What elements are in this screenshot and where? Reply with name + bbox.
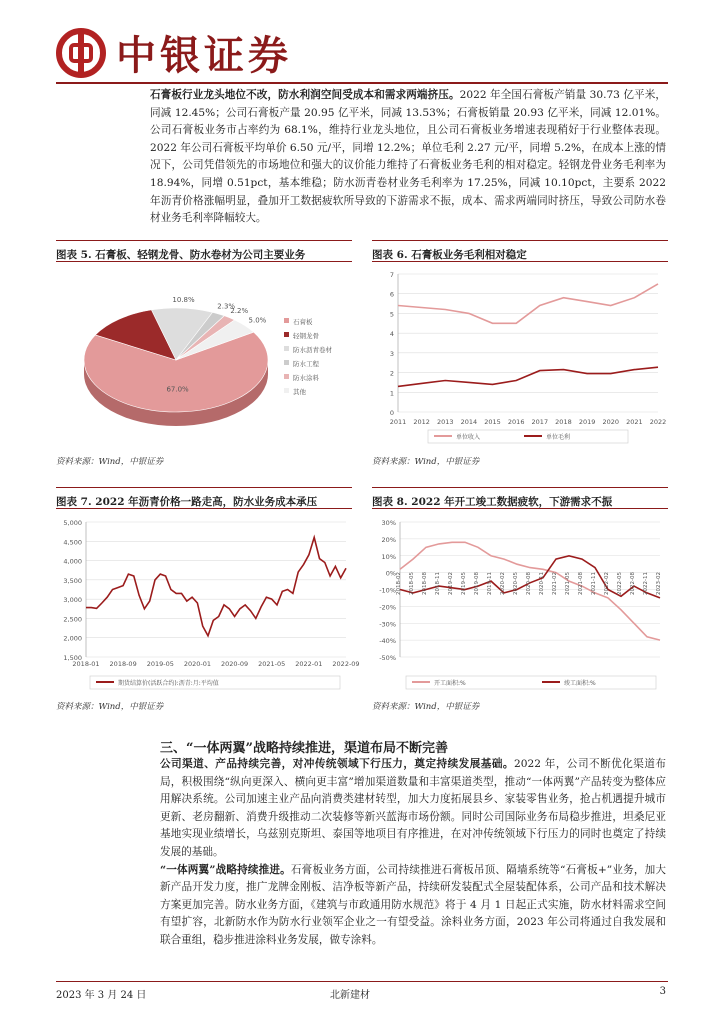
legend-label: 单位毛利 bbox=[546, 434, 571, 441]
x-tick-label: 2017 bbox=[531, 418, 549, 426]
x-tick-label: 2019-05 bbox=[146, 660, 174, 668]
fig7-source: 资料来源：Wind，中银证券 bbox=[56, 702, 164, 712]
para2-lead1: 公司渠道、产品持续完善，对冲传统领域下行压力，奠定持续发展基础。 bbox=[160, 758, 514, 770]
paragraph-strategy bbox=[160, 756, 666, 950]
gypsum-line-chart bbox=[372, 266, 668, 446]
y-tick-label: 4,000 bbox=[63, 557, 82, 566]
footer-company: 北新建材 bbox=[330, 990, 370, 1001]
series-line-0 bbox=[86, 537, 346, 635]
x-tick-label: 2021 bbox=[626, 418, 643, 426]
fig5-chart bbox=[56, 268, 352, 448]
x-tick-label: 2022-11 bbox=[643, 572, 649, 595]
y-tick-label: 1,500 bbox=[63, 654, 82, 662]
x-tick-label: 2018 bbox=[555, 418, 572, 426]
pie-legend-label: 防水沥青卷材 bbox=[293, 346, 332, 354]
x-tick-label: 2020-01 bbox=[183, 660, 212, 668]
brand-logo bbox=[56, 24, 292, 81]
para2-text2: 石膏板业务方面，公司持续推进石膏板吊顶、隔墙系统等“石膏板+”业务，加大新产品开发力度，推广龙牌金刚板、洁净板等新产品，持续研发装配式全屋装配体系，公司产品和技术解决方案更加完善。防水业务方面，《建筑与市政通用防水规范》将于 4 月 1 日起正式实施，防水材料需求空间有望扩容，北新防水作为防水行业领军企业之一有望受益。涂料业务方面，2023 年公司将通过自我发展和联合重组，稳步推进涂料业务发展，做专涂料。 bbox=[160, 863, 666, 946]
series-line-0 bbox=[398, 284, 658, 323]
pie-legend-label: 轻钢龙骨 bbox=[293, 332, 319, 340]
y-tick-label: -20% bbox=[379, 603, 396, 612]
x-tick-label: 2020-09 bbox=[220, 660, 249, 668]
legend-swatch bbox=[284, 388, 289, 393]
pie-value-label: 67.0% bbox=[166, 385, 189, 394]
x-tick-label: 2019-02 bbox=[448, 572, 454, 595]
pie-value-label: 2.2% bbox=[230, 307, 249, 316]
x-tick-label: 2018-05 bbox=[409, 572, 415, 595]
y-tick-label: 30% bbox=[381, 519, 396, 527]
x-tick-label: 2014 bbox=[460, 418, 478, 426]
legend-swatch bbox=[284, 374, 289, 379]
y-tick-label: -40% bbox=[379, 637, 396, 646]
fig8-source: 资料来源：Wind，中银证券 bbox=[372, 702, 480, 712]
x-tick-label: 2020-02 bbox=[500, 572, 506, 595]
x-tick-label: 2018-01 bbox=[72, 660, 100, 668]
brand-name: 中银证券 bbox=[116, 33, 292, 79]
fig5-source: 资料来源：Wind，中银证券 bbox=[56, 457, 164, 467]
paragraph-gypsum bbox=[150, 87, 666, 228]
legend-label: 竣工面积:% bbox=[564, 680, 596, 687]
fig6-chart bbox=[372, 266, 668, 446]
y-tick-label: 6 bbox=[389, 290, 394, 299]
para1-lead: 石膏板行业龙头地位不改，防水利润空间受成本和需求两端挤压。 bbox=[150, 89, 460, 101]
y-tick-label: 4,500 bbox=[63, 538, 82, 547]
boc-logo-icon bbox=[56, 28, 106, 78]
x-tick-label: 2021-05 bbox=[565, 572, 571, 595]
fig7-title: 图表 7. 2022 年沥青价格一路走高，防水业务成本承压 bbox=[56, 487, 352, 509]
y-tick-label: 3,000 bbox=[63, 596, 82, 605]
x-tick-label: 2020-11 bbox=[539, 572, 545, 595]
para2-lead2: “一体两翼”战略持续推进。 bbox=[160, 863, 291, 876]
x-tick-label: 2022-01 bbox=[295, 660, 323, 668]
x-tick-label: 2022-09 bbox=[332, 660, 360, 668]
x-tick-label: 2022 bbox=[649, 418, 667, 426]
x-tick-label: 2022-05 bbox=[617, 572, 623, 595]
x-tick-label: 2019-11 bbox=[487, 572, 493, 595]
x-tick-label: 2016 bbox=[507, 418, 525, 426]
pie-value-label: 5.0% bbox=[248, 316, 267, 325]
legend-swatch bbox=[284, 318, 289, 323]
x-tick-label: 2020 bbox=[602, 418, 620, 426]
x-tick-label: 2019-08 bbox=[474, 572, 480, 595]
x-tick-label: 2020-08 bbox=[526, 572, 532, 595]
series-line-1 bbox=[398, 367, 658, 386]
para2-text1: 2022 年，公司不断优化渠道布局，积极围绕“纵向更深入、横向更丰富”增加渠道数量和丰富渠道类型，推动“一体两翼”产品转变为整体应用解决系统。公司加速主业产品向消费类建材转型，加大力度拓展县乡、家装零售业务，抢占机遇提升城市更新、老房翻新、消费升级推动二次装修等新兴蓝海市场份额。同时公司国际业务布局稳步推进，坦桑尼亚基地实现业绩增长，乌兹别克斯坦、泰国等地项目有序推进，在对冲传统领域下行压力的同时也奠定了持续发展的基础。 bbox=[160, 758, 667, 858]
pie-chart bbox=[56, 268, 352, 448]
footer-rule bbox=[56, 981, 668, 982]
x-tick-label: 2015 bbox=[484, 418, 501, 426]
y-tick-label: 0 bbox=[389, 409, 394, 417]
x-tick-label: 2012 bbox=[413, 418, 430, 426]
y-tick-label: 2 bbox=[389, 369, 394, 378]
pie-legend-label: 防水工程 bbox=[293, 360, 319, 368]
footer-page: 3 bbox=[659, 986, 666, 997]
pie-legend-label: 防水涂料 bbox=[293, 374, 319, 382]
fig7-chart bbox=[56, 514, 360, 694]
asphalt-line-chart bbox=[56, 514, 360, 694]
fig8-chart bbox=[372, 514, 668, 694]
y-tick-label: 5,000 bbox=[63, 519, 82, 527]
y-tick-label: 7 bbox=[389, 271, 394, 279]
para1-text: 2022 年全国石膏板产销量 30.73 亿平米，同减 12.45%；公司石膏板产量 20.95 亿平米，同减 13.53%；石膏板销量 20.93 亿平米，同减 12.01%。公司石膏板业务市占率约为 68.1%，维持行业龙头地位，且公司石膏板业务增速表现稍好于行业整体表现。2022 年公司石膏板平均单价 6.50 元/平，同增 12.2%；单位毛利 2.27 元/平，同增 5.2%，在成本上涨的情况下，公司凭借领先的市场地位和强大的议价能力维持了石膏板业务毛利的相对稳定。轻钢龙骨业务毛利率为 18.94%，同增 0.51pct，基本维稳；防水沥青卷材业务毛利率为 17.25%，同减 10.10pct，主要系 2022 年沥青价格涨幅明显，叠加开工数据疲软所导致的下游需求不振，成本、需求两端同时挤压，导致公司防水卷材业务毛利率降幅较大。 bbox=[150, 89, 667, 225]
fig6-title: 图表 6. 石膏板业务毛利相对稳定 bbox=[372, 240, 668, 262]
y-tick-label: 2,000 bbox=[63, 634, 82, 643]
pie-value-label: 2.3% bbox=[217, 302, 236, 311]
y-tick-label: 10% bbox=[381, 552, 396, 561]
legend-label: 期货结算价(活跃合约):沥青:月:平均值 bbox=[118, 680, 219, 687]
y-tick-label: 5 bbox=[389, 310, 394, 319]
pie-legend-label: 其他 bbox=[293, 388, 306, 396]
legend-swatch bbox=[284, 332, 289, 337]
y-tick-label: 3 bbox=[389, 349, 394, 358]
y-tick-label: 0% bbox=[385, 569, 396, 578]
y-tick-label: -50% bbox=[379, 654, 396, 662]
legend-label: 单位收入 bbox=[456, 434, 481, 441]
construction-line-chart bbox=[372, 514, 668, 694]
x-tick-label: 2013 bbox=[436, 418, 454, 426]
pie-legend-label: 石膏板 bbox=[293, 318, 313, 326]
pie-value-label: 10.8% bbox=[172, 295, 195, 304]
y-tick-label: 2,500 bbox=[63, 615, 82, 624]
fig5-title: 图表 5. 石膏板、轻钢龙骨、防水卷材为公司主要业务 bbox=[56, 240, 352, 262]
x-tick-label: 2019-05 bbox=[461, 572, 467, 595]
x-tick-label: 2021-11 bbox=[591, 572, 597, 595]
y-tick-label: 4 bbox=[389, 330, 394, 339]
footer-date: 2023 年 3 月 24 日 bbox=[56, 990, 147, 1001]
fig8-title: 图表 8. 2022 年开工竣工数据疲软，下游需求不振 bbox=[372, 487, 668, 509]
legend-swatch bbox=[284, 360, 289, 365]
x-tick-label: 2022-02 bbox=[604, 572, 610, 595]
y-tick-label: 20% bbox=[381, 535, 396, 544]
x-tick-label: 2022-08 bbox=[630, 572, 636, 595]
section-title: 三、“一体两翼”战略持续推进，渠道布局不断完善 bbox=[160, 741, 448, 756]
x-tick-label: 2018-02 bbox=[396, 572, 402, 595]
y-tick-label: 3,500 bbox=[63, 576, 82, 585]
y-tick-label: 1 bbox=[389, 389, 394, 398]
legend-swatch bbox=[284, 346, 289, 351]
y-tick-label: -30% bbox=[379, 620, 396, 629]
x-tick-label: 2018-11 bbox=[435, 572, 441, 595]
x-tick-label: 2021-08 bbox=[578, 572, 584, 595]
x-tick-label: 2011 bbox=[389, 418, 407, 426]
x-tick-label: 2018-09 bbox=[109, 660, 137, 668]
x-tick-label: 2018-08 bbox=[422, 572, 428, 595]
x-tick-label: 2021-02 bbox=[552, 572, 558, 595]
header-rule bbox=[56, 82, 668, 84]
x-tick-label: 2020-05 bbox=[513, 572, 519, 595]
x-tick-label: 2021-05 bbox=[258, 660, 286, 668]
fig6-source: 资料来源：Wind，中银证券 bbox=[372, 457, 480, 467]
legend-label: 开工面积:% bbox=[434, 680, 466, 687]
x-tick-label: 2023-02 bbox=[656, 572, 662, 595]
x-tick-label: 2019 bbox=[578, 418, 596, 426]
y-tick-label: -10% bbox=[379, 586, 396, 595]
